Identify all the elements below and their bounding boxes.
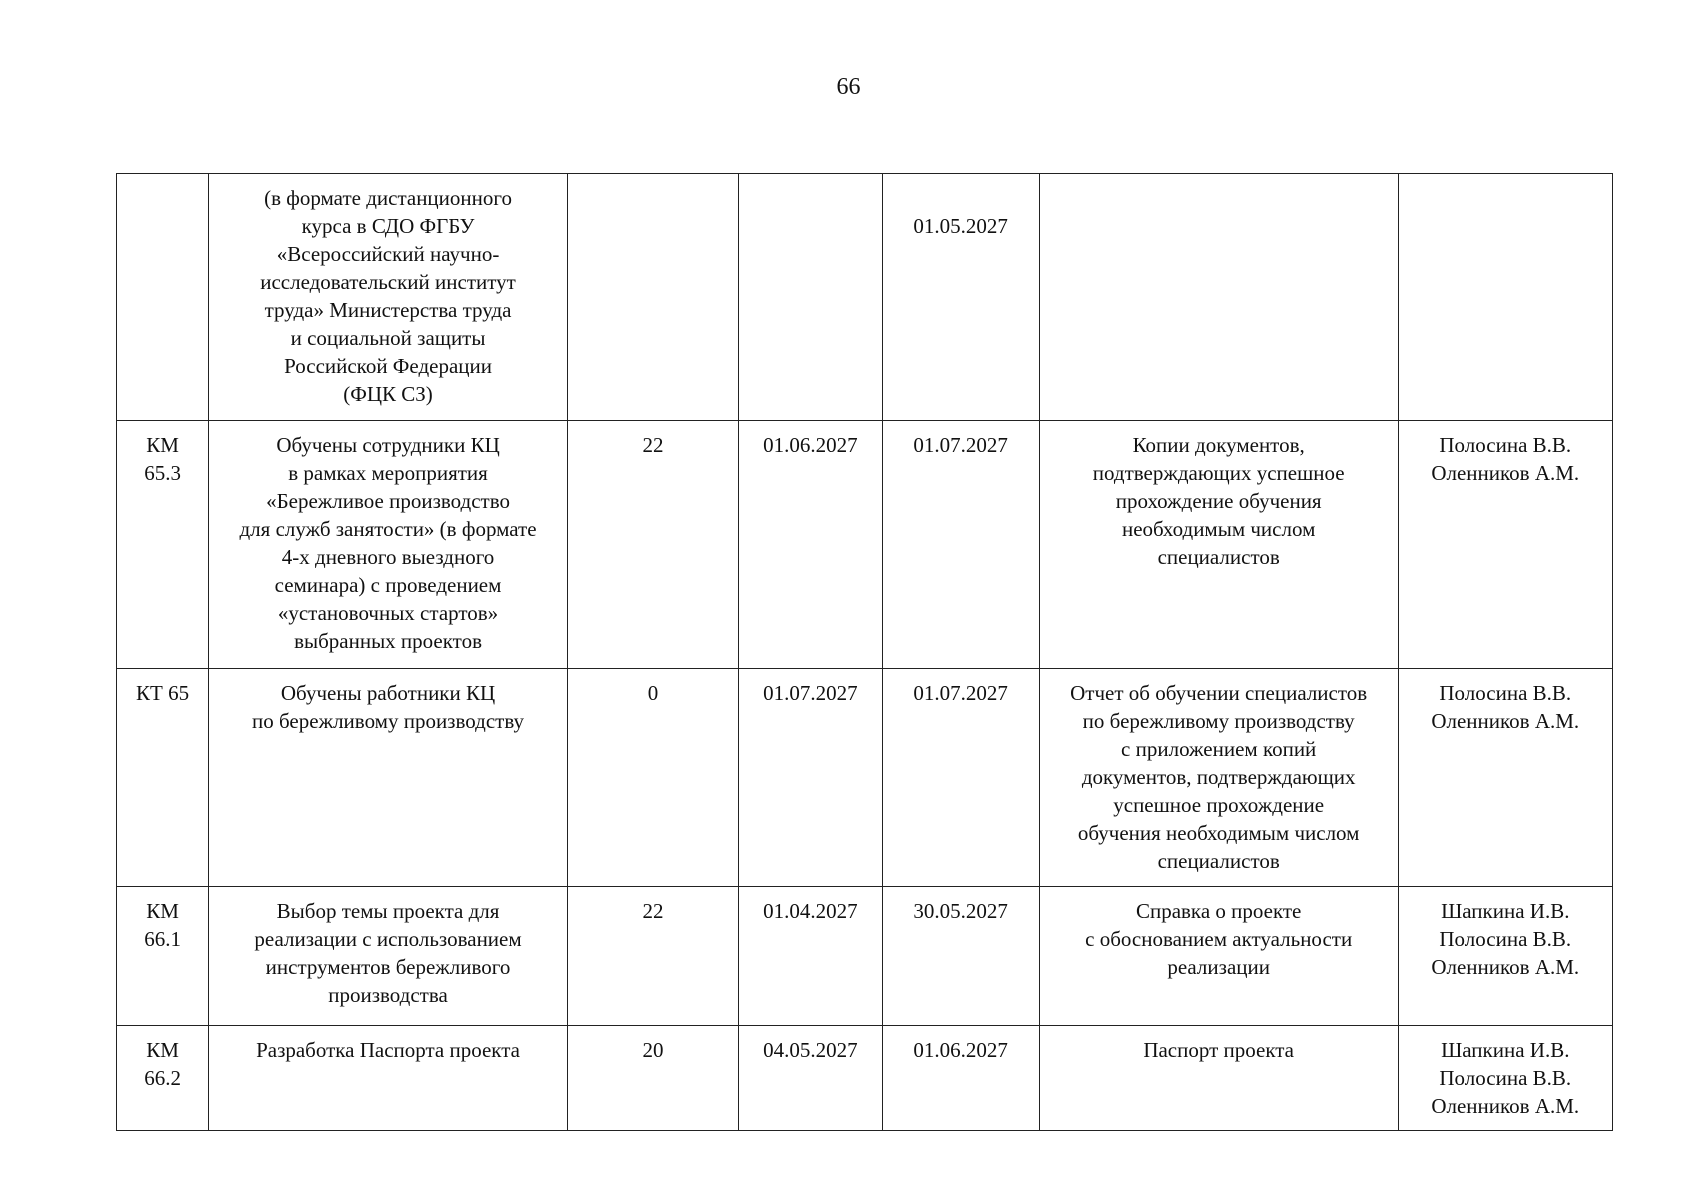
cell-value: 20 bbox=[567, 1026, 738, 1131]
cell-start-date bbox=[739, 174, 882, 421]
cell-start-date: 04.05.2027 bbox=[739, 1026, 882, 1131]
cell-value: 0 bbox=[567, 669, 738, 887]
page-number: 66 bbox=[836, 74, 861, 100]
cell-document: Справка о проекте с обоснованием актуальности реализации bbox=[1039, 887, 1398, 1026]
cell-value: 22 bbox=[567, 421, 738, 669]
table-row bbox=[117, 669, 1613, 887]
cell-document: Копии документов, подтверждающих успешное прохождение обучения необходимым числом специалистов bbox=[1039, 421, 1398, 669]
cell-end-date: 01.06.2027 bbox=[882, 1026, 1039, 1131]
cell-document: Отчет об обучении специалистов по бережливому производству с приложением копий документов, подтверждающих успешное прохождение обучения необходимым числом специалистов bbox=[1039, 669, 1398, 887]
cell-responsible: Полосина В.В. Оленников А.М. bbox=[1398, 669, 1612, 887]
cell-end-date: 01.07.2027 bbox=[882, 421, 1039, 669]
cell-value: 22 bbox=[567, 887, 738, 1026]
cell-start-date: 01.06.2027 bbox=[739, 421, 882, 669]
cell-responsible: Полосина В.В. Оленников А.М. bbox=[1398, 421, 1612, 669]
cell-code bbox=[117, 174, 209, 421]
cell-code: КМ 65.3 bbox=[117, 421, 209, 669]
cell-end-date: 30.05.2027 bbox=[882, 887, 1039, 1026]
table-row bbox=[117, 887, 1613, 1026]
cell-responsible: Шапкина И.В. Полосина В.В. Оленников А.М. bbox=[1398, 887, 1612, 1026]
cell-name: Выбор темы проекта для реализации с использованием инструментов бережливого производства bbox=[209, 887, 568, 1026]
cell-value bbox=[567, 174, 738, 421]
cell-responsible bbox=[1398, 174, 1612, 421]
table-row bbox=[117, 174, 1613, 421]
cell-name: Разработка Паспорта проекта bbox=[209, 1026, 568, 1131]
cell-name: Обучены сотрудники КЦ в рамках мероприятия «Бережливое производство для служб занятости» (в формате 4-х дневного выездного семинара) с проведением «установочных стартов» выбранных проектов bbox=[209, 421, 568, 669]
table-row bbox=[117, 1026, 1613, 1131]
cell-document bbox=[1039, 174, 1398, 421]
plan-table bbox=[116, 173, 1613, 1131]
cell-start-date: 01.04.2027 bbox=[739, 887, 882, 1026]
cell-code: КМ 66.2 bbox=[117, 1026, 209, 1131]
cell-responsible: Шапкина И.В. Полосина В.В. Оленников А.М. bbox=[1398, 1026, 1612, 1131]
cell-document: Паспорт проекта bbox=[1039, 1026, 1398, 1131]
cell-start-date: 01.07.2027 bbox=[739, 669, 882, 887]
cell-code: КТ 65 bbox=[117, 669, 209, 887]
cell-name: Обучены работники КЦ по бережливому производству bbox=[209, 669, 568, 887]
cell-code: КМ 66.1 bbox=[117, 887, 209, 1026]
table-row bbox=[117, 421, 1613, 669]
cell-end-date: 01.05.2027 bbox=[882, 174, 1039, 421]
cell-end-date: 01.07.2027 bbox=[882, 669, 1039, 887]
cell-name: (в формате дистанционного курса в СДО ФГБУ «Всероссийский научно- исследовательский институт труда» Министерства труда и социальной защиты Российской Федерации (ФЦК СЗ) bbox=[209, 174, 568, 421]
